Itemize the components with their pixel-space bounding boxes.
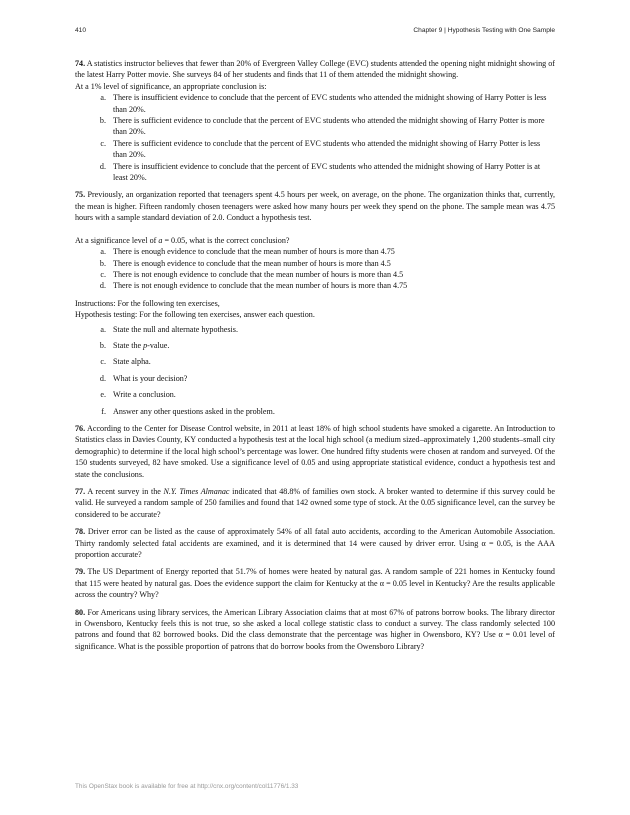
task-label: e. xyxy=(100,390,106,400)
exercise-body: A recent survey in the xyxy=(87,487,164,496)
exercise-80 xyxy=(75,607,555,653)
task-item xyxy=(75,389,555,400)
task-label: a. xyxy=(100,324,106,334)
option-label: c. xyxy=(100,269,106,279)
exercise-75-text xyxy=(75,189,555,223)
option-item xyxy=(75,246,555,257)
publication-title: N.Y. Times Almanac xyxy=(163,487,230,496)
option-label: c. xyxy=(100,138,106,148)
option-item xyxy=(75,92,555,115)
prompt-text: = 0.05, what is the correct conclusion? xyxy=(162,235,290,245)
exercise-77-text xyxy=(75,486,555,520)
exercise-75 xyxy=(75,189,555,291)
option-item xyxy=(75,161,555,184)
task-text: Answer any other questions asked in the problem. xyxy=(113,406,275,416)
option-label: a. xyxy=(100,247,106,257)
option-text: There is enough evidence to conclude that the mean number of hours is more than 4.5 xyxy=(113,258,391,268)
task-label: c. xyxy=(100,357,106,367)
option-item xyxy=(75,269,555,280)
task-text: State the p-value. xyxy=(113,340,170,350)
exercise-80-text xyxy=(75,607,555,653)
instructions-block xyxy=(75,298,555,417)
task-label: f. xyxy=(101,406,106,416)
exercise-76-text xyxy=(75,423,555,480)
spacer xyxy=(75,224,555,235)
exercise-body: The US Department of Energy reported that 51.7% of homes were heated by natural gas. A random sample of 221 homes in Kentucky found that 115 were heated by natural gas. Does the evidence support the claim for Kentucky at the α = 0.05 level in Kentucky? Are the results applicable across the country? Why? xyxy=(75,567,555,600)
exercise-75-options xyxy=(75,246,555,292)
chapter-title: Chapter 9 | Hypothesis Testing with One Sample xyxy=(413,27,555,34)
exercise-79-text xyxy=(75,566,555,600)
option-text: There is sufficient evidence to conclude that the percent of EVC students who attended the midnight showing of Harry Potter is less than 20%. xyxy=(113,138,541,160)
exercise-75-prompt xyxy=(75,235,555,246)
task-label: b. xyxy=(99,340,106,350)
option-text: There is sufficient evidence to conclude that the percent of EVC students who attended the midnight showing of Harry Potter is more than 20%. xyxy=(113,116,545,137)
option-text: There is not enough evidence to conclude that the mean number of hours is more than 4.75 xyxy=(113,281,408,291)
footer-note: This OpenStax book is available for free at http://cnx.org/content/col11776/1.33 xyxy=(75,783,299,790)
page-number: 410 xyxy=(75,27,87,34)
option-label: b. xyxy=(99,258,106,268)
exercise-74-prompt: At a 1% level of significance, an appropriate conclusion is: xyxy=(75,81,267,91)
exercise-number: 80. xyxy=(75,607,86,617)
task-item xyxy=(75,324,555,335)
exercise-76 xyxy=(75,423,555,480)
exercise-body: Previously, an organization reported that teenagers spent 4.5 hours per week, on average, on the phone. The organization thinks that, currently, the mean is higher. Fifteen randomly chosen teenagers were asked how many hours per week they spend on the phone. The sample mean was 4.75 hours with a sample standard deviation of 2.0. Conduct a hypothesis test. xyxy=(75,190,555,223)
task-item xyxy=(75,373,555,384)
exercise-74-options xyxy=(75,92,555,183)
exercise-body: For Americans using library services, the American Library Association claims that at most 67% of patrons borrow books. The library director in Owensboro, Kentucky feels this is not true, so she asked a local college statistic class to conduct a survey. The class randomly selected 100 patrons and found that 82 borrowed books. Did the class demonstrate that the percentage was higher in Owensboro, KY? Use α = 0.01 level of significance. What is the possible proportion of patrons that do borrow books from the Owensboro Library? xyxy=(75,607,555,651)
option-label: d. xyxy=(99,281,106,291)
exercise-number: 79. xyxy=(75,567,86,577)
task-text: State alpha. xyxy=(113,357,151,367)
exercise-number: 76. xyxy=(75,423,86,433)
exercise-body: According to the Center for Disease Control website, in 2011 at least 18% of high school students have smoked a cigarette. An Introduction to Statistics class in Davies County, KY conducted a hypothesis test at the local high school (a medium sized–approximately 1,200 students–small city demographic) to determine if the local high school’s percentage was lower. One hundred fifty students were chosen at random and surveyed. Of the 150 students surveyed, 82 have smoked. Use a significance level of 0.05 and using appropriate statistical evidence, conduct a hypothesis test and state the conclusions. xyxy=(75,423,556,479)
task-item xyxy=(75,356,555,367)
option-label: b. xyxy=(99,116,106,126)
task-text: State the null and alternate hypothesis. xyxy=(113,324,238,334)
task-label: d. xyxy=(99,373,106,383)
exercise-number: 77. xyxy=(75,487,86,496)
task-item xyxy=(75,340,555,351)
exercise-77 xyxy=(75,486,555,520)
option-text: There is insufficient evidence to conclude that the percent of EVC students who attended the midnight showing of Harry Potter is less than 20%. xyxy=(113,93,547,114)
option-label: a. xyxy=(100,93,106,103)
exercise-78-text xyxy=(75,526,555,560)
alpha-symbol: a xyxy=(158,235,163,245)
option-text: There is not enough evidence to conclude that the mean number of hours is more than 4.5 xyxy=(113,269,404,279)
exercise-number: 75. xyxy=(75,190,86,200)
instructions-line-1: Instructions: For the following ten exercises, xyxy=(75,298,220,308)
exercise-79 xyxy=(75,566,555,600)
instructions-line-2: Hypothesis testing: For the following ten exercises, answer each question. xyxy=(75,310,315,320)
exercise-number: 78. xyxy=(75,527,86,537)
option-label: d. xyxy=(99,161,106,171)
option-text: There is enough evidence to conclude that the mean number of hours is more than 4.75 xyxy=(113,247,395,257)
exercise-78 xyxy=(75,526,555,560)
prompt-text: At a significance level of xyxy=(75,235,159,245)
task-text: What is your decision? xyxy=(113,373,188,383)
exercise-body: indicated that 48.8% of families own stock. A broker wanted to determine if this survey could be valid. He surveyed a random sample of 250 families and found that 142 owned some type of stock. At the 0.05 significance level, can the survey be considered to be accurate? xyxy=(75,487,556,519)
exercise-74 xyxy=(75,58,555,183)
option-item xyxy=(75,138,555,161)
task-item xyxy=(75,406,555,417)
option-item xyxy=(75,258,555,269)
task-text: Write a conclusion. xyxy=(113,390,176,400)
exercise-74-text xyxy=(75,58,555,81)
exercise-body: Driver error can be listed as the cause of approximately 54% of all fatal auto accidents, according to the American Automobile Association. Thirty randomly selected fatal accidents are examined, and it is determined that 14 were caused by driver error. Using α = 0.05, is the AAA proportion accurate? xyxy=(75,527,555,560)
option-item xyxy=(75,280,555,291)
page-content xyxy=(75,58,555,658)
exercise-number: 74. xyxy=(75,59,86,68)
option-text: There is insufficient evidence to conclude that the percent of EVC students who attended the midnight showing of Harry Potter is at least 20%. xyxy=(113,161,541,183)
exercise-body: A statistics instructor believes that fewer than 20% of Evergreen Valley College (EVC) students attended the opening night midnight showing of the latest Harry Potter movie. She surveys 84 of her students and finds that 11 of them attended the midnight showing. xyxy=(75,59,555,80)
task-list xyxy=(75,324,555,417)
option-item xyxy=(75,115,555,138)
